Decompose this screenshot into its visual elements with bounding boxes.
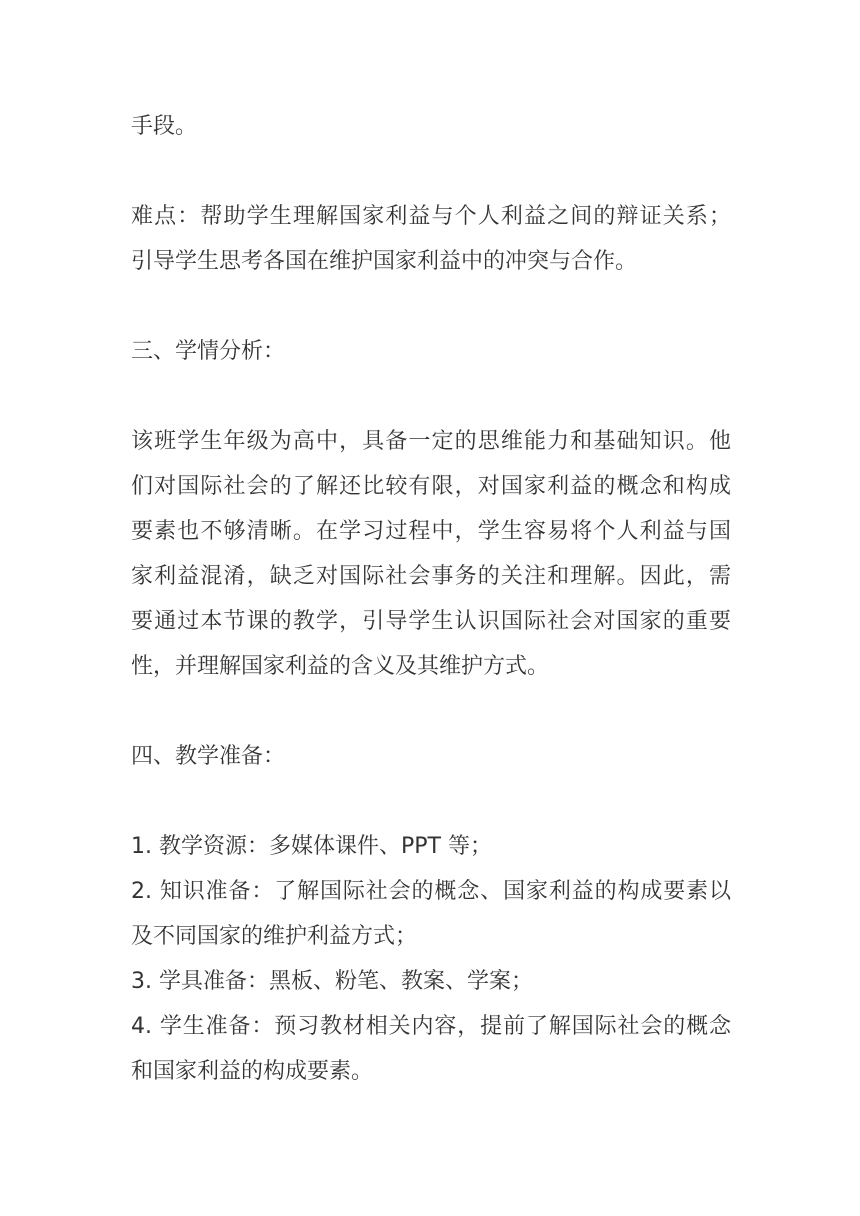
- section-heading-teaching-preparation: 四、教学准备：: [131, 744, 286, 769]
- paragraph-line: 该班学生年级为高中，具备一定的思维能力和基础知识。他: [131, 429, 731, 454]
- paragraph-line: 要通过本节课的教学，引导学生认识国际社会对国家的重要: [131, 609, 731, 634]
- difficulty-paragraph: [131, 194, 731, 284]
- paragraph-gap: [131, 779, 731, 824]
- list-item: 4. 学生准备：预习教材相关内容，提前了解国际社会的概念: [131, 1014, 731, 1039]
- teaching-preparation-list: [131, 824, 731, 1094]
- list-item: 2. 知识准备：了解国际社会的概念、国家利益的构成要素以: [131, 879, 731, 904]
- list-item: 1. 教学资源：多媒体课件、PPT 等；: [131, 834, 492, 859]
- document-page: [131, 104, 731, 1094]
- difficulty-line: 引导学生思考各国在维护国家利益中的冲突与合作。: [131, 249, 638, 274]
- paragraph-gap: [131, 284, 731, 329]
- list-item: 3. 学具准备：黑板、粉笔、教案、学案；: [131, 969, 533, 994]
- paragraph-line: 家利益混淆，缺乏对国际社会事务的关注和理解。因此，需: [131, 564, 731, 589]
- paragraph-line: 要素也不够清晰。在学习过程中，学生容易将个人利益与国: [131, 519, 731, 544]
- paragraph-line: 性，并理解国家利益的含义及其维护方式。: [131, 654, 550, 679]
- learner-analysis-paragraph: [131, 419, 731, 689]
- list-item-continuation: 和国家利益的构成要素。: [131, 1059, 374, 1084]
- paragraph-gap: [131, 689, 731, 734]
- list-item-continuation: 及不同国家的维护利益方式；: [131, 924, 418, 949]
- paragraph-line: 们对国际社会的了解还比较有限，对国家利益的概念和构成: [131, 474, 731, 499]
- difficulty-line: 难点：帮助学生理解国家利益与个人利益之间的辩证关系；: [131, 204, 731, 229]
- section-heading-learner-analysis: 三、学情分析：: [131, 339, 286, 364]
- paragraph-gap: [131, 149, 731, 194]
- paragraph-gap: [131, 374, 731, 419]
- continuation-text: 手段。: [131, 114, 198, 139]
